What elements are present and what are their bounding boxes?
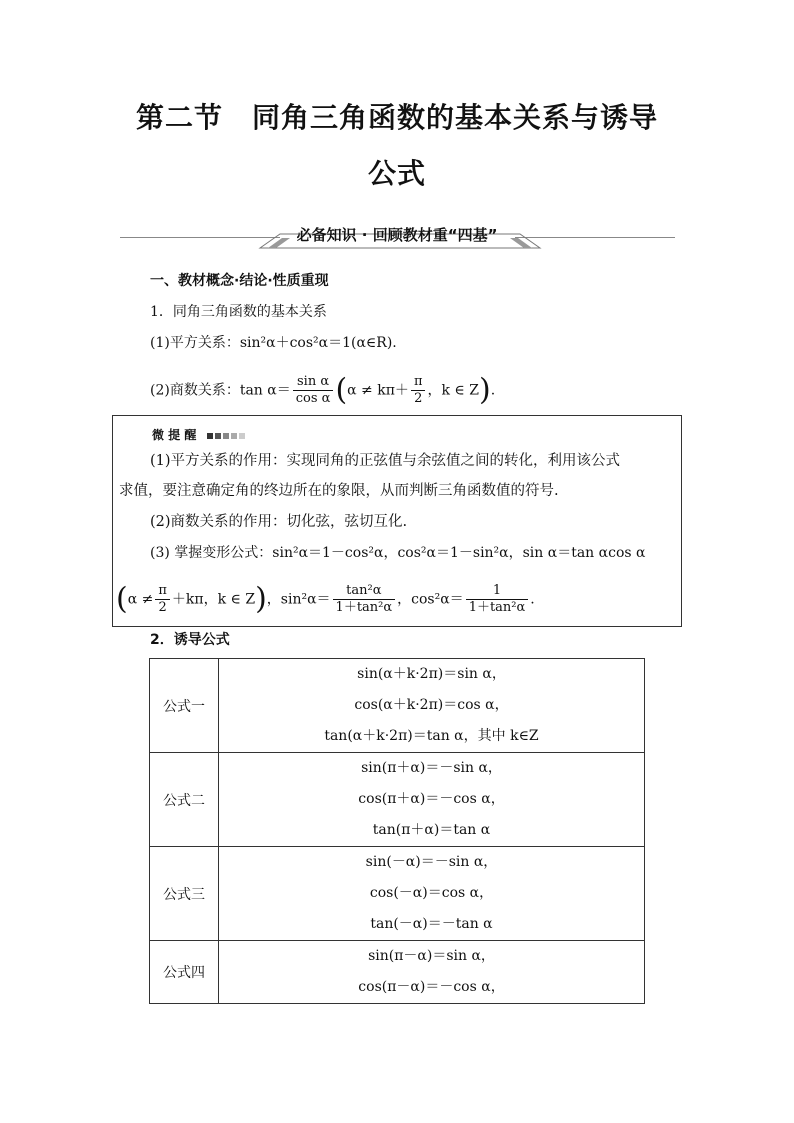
quotient-cond-b: ，k ∈ Z — [427, 382, 479, 399]
formula-content — [219, 753, 645, 847]
formula-label: 公式三 — [150, 847, 219, 941]
induction-formula-table — [149, 658, 645, 1004]
page-title-line1: 第二节 同角三角函数的基本关系与诱导 — [135, 101, 658, 134]
quotient-cond-a: α ≠ kπ＋ — [347, 382, 409, 399]
tip-p4: (α ≠ $\frac{\pi}{2}$ ＋kπ，k ∈ Z)，sin²α＝ $\frac{\text{tan²α}}{\text{1＋tan²α}}$ ，cos²α＝ $\frac{1}{\text{1＋tan²α}}$ . — [116, 581, 535, 617]
section1-heading: 一、教材概念·结论·性质重现 — [150, 273, 329, 289]
tip-p4-fraction2 — [466, 583, 529, 616]
tip-p2: (2)商数关系的作用：切化弦，弦切互化. — [150, 514, 408, 530]
formula-line: cos(－α)＝cos α， — [369, 885, 494, 901]
formula-line: sin(π＋α)＝－sin α， — [361, 760, 502, 776]
formula-label: 公式一 — [150, 659, 219, 753]
tip-header-squares — [207, 428, 247, 442]
formula-content — [219, 847, 645, 941]
formula-line: cos(α＋k·2π)＝cos α， — [354, 697, 509, 713]
tip-p4-cond-num: π — [155, 583, 170, 600]
quotient-cond-den: 2 — [414, 391, 423, 406]
tip-p1b: 求值，要注意确定角的终边所在的象限，从而判断三角函数值的符号. — [119, 483, 559, 499]
quotient-fraction-den: cos α — [295, 391, 331, 406]
table-row — [150, 847, 645, 941]
quotient-fraction — [293, 374, 334, 407]
table-row — [150, 753, 645, 847]
quotient-relation: (2)商数关系：tan α＝ $\frac{\text{sin α}}{\text{cos α}}$ (α ≠ kπ＋ $\frac{\pi}{2}$ ，k ∈ Z). — [150, 372, 496, 408]
tip-p4-cond-b: ＋kπ，k ∈ Z — [171, 591, 256, 608]
tip-p4-f2-num: 1 — [466, 583, 529, 600]
formula-content — [219, 941, 645, 1004]
tip-p4-cond-fraction — [155, 583, 170, 616]
formula-line: cos(π＋α)＝－cos α， — [358, 791, 505, 807]
table-row — [150, 659, 645, 753]
tip-header-text: 微 提 醒 — [152, 428, 197, 442]
section1-sub1: 1．同角三角函数的基本关系 — [150, 304, 327, 320]
tip-p4-cond-a: α ≠ — [127, 591, 154, 608]
tip-p4-mid: ，sin²α＝ — [266, 591, 331, 608]
formula-line: sin(－α)＝－sin α， — [365, 854, 498, 870]
tip-p3: (3) 掌握变形公式：sin²α＝1－cos²α，cos²α＝1－sin²α，sin α＝tan αcos α — [150, 545, 646, 561]
tip-header — [152, 426, 247, 443]
quotient-cond-fraction — [411, 374, 426, 407]
formula-line: tan(α＋k·2π)＝tan α，其中 k∈Z — [324, 728, 539, 744]
section-banner: 必备知识 · 回顾教材重“四基” — [296, 226, 498, 244]
quotient-fraction-num: sin α — [293, 374, 334, 391]
square-relation-formula: sin²α＋cos²α＝1(α∈R). — [239, 335, 397, 351]
tip-p4-f1-den: 1＋tan²α — [335, 600, 393, 615]
formula-line: tan(π＋α)＝tan α — [372, 822, 491, 838]
formula-label: 公式二 — [150, 753, 219, 847]
square-relation — [150, 333, 397, 353]
page-title-line2: 公式 — [367, 157, 426, 190]
square-relation-label: (1)平方关系： — [150, 335, 240, 351]
tip-p4-cond-den: 2 — [158, 600, 167, 615]
formula-line: tan(－α)＝－tan α — [370, 916, 493, 932]
formula-line: sin(π－α)＝sin α， — [368, 948, 495, 964]
formula-content — [219, 659, 645, 753]
tip-p4-f2-den: 1＋tan²α — [468, 600, 526, 615]
tip-p4-fraction1 — [333, 583, 396, 616]
formula-line: cos(π－α)＝－cos α， — [358, 979, 505, 995]
table-row — [150, 941, 645, 1004]
section2-heading: 2．诱导公式 — [150, 632, 230, 648]
formula-label: 公式四 — [150, 941, 219, 1004]
formula-line: sin(α＋k·2π)＝sin α， — [357, 666, 506, 682]
quotient-cond-num: π — [411, 374, 426, 391]
tip-p4-f1-num: tan²α — [333, 583, 396, 600]
quotient-relation-label: (2)商数关系：tan α＝ — [150, 382, 291, 399]
tip-p4-end: . — [530, 591, 535, 608]
tip-p1a: (1)平方关系的作用：实现同角的正弦值与余弦值之间的转化，利用该公式 — [150, 453, 621, 469]
tip-p4-mid2: ，cos²α＝ — [397, 591, 464, 608]
